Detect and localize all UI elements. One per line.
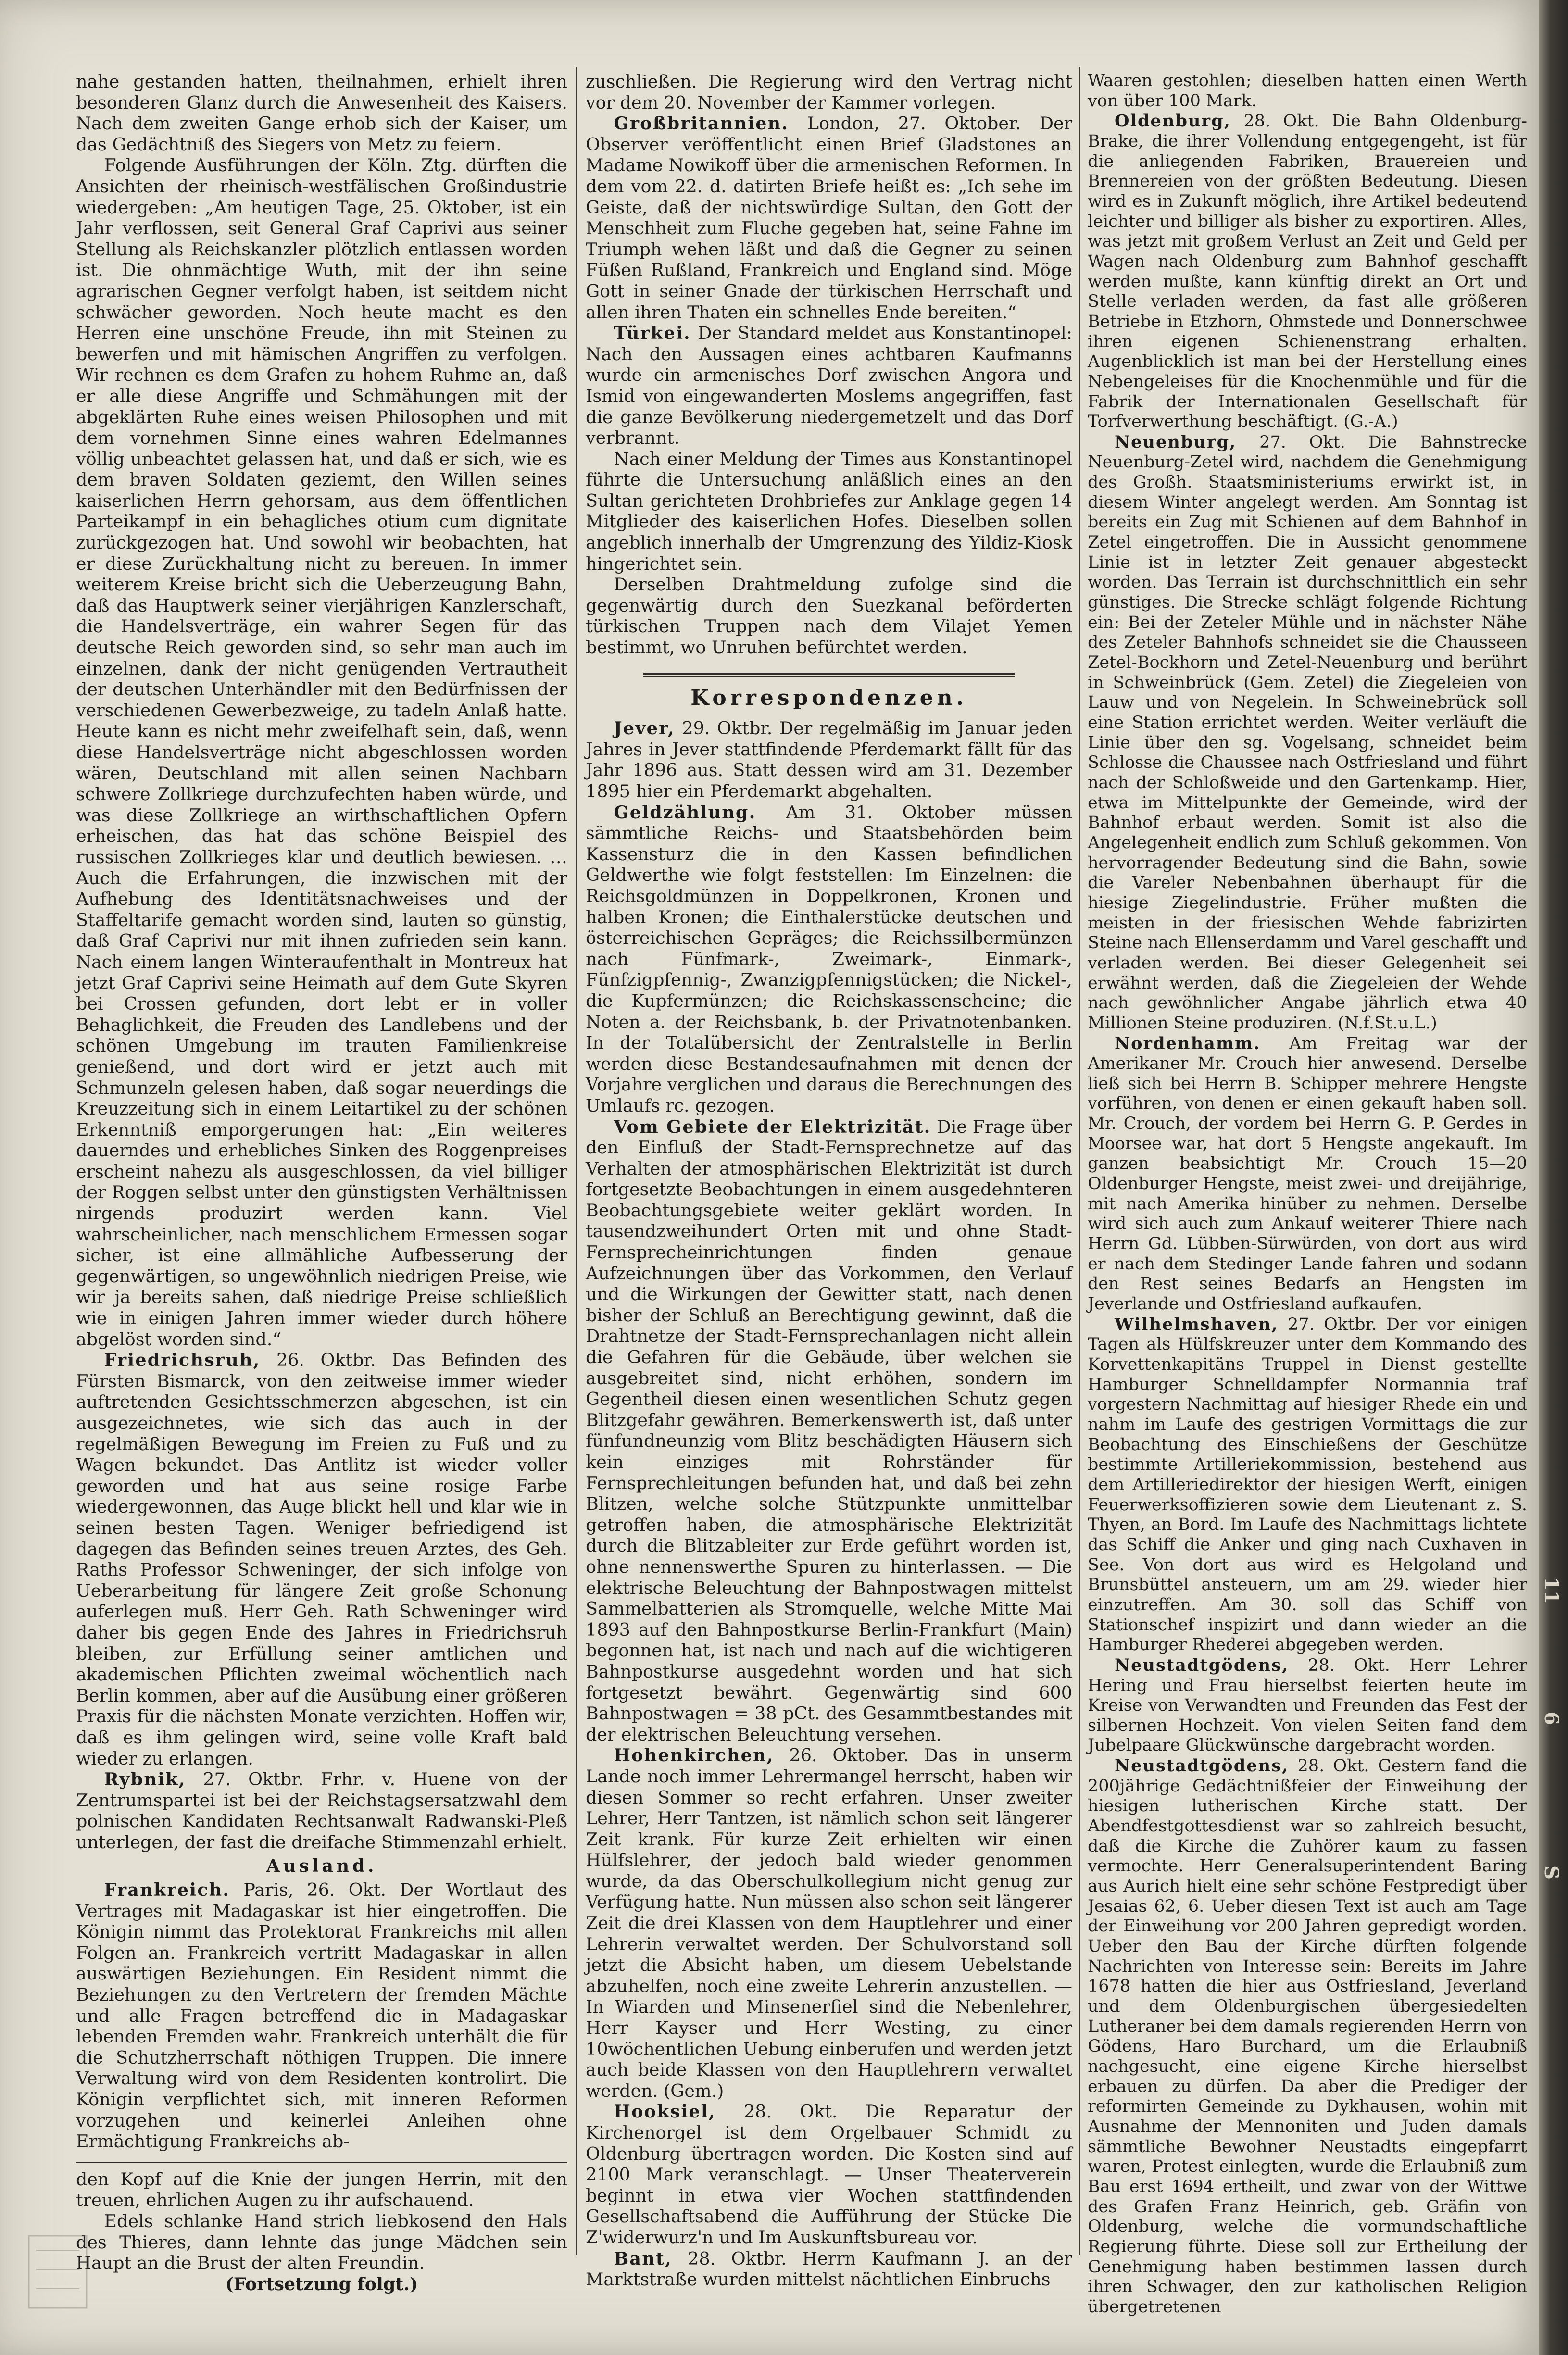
news-item [586,2248,1072,2290]
dateline: Bant, [614,2248,672,2269]
news-item [1088,1756,1527,2317]
dateline: Neuenburg, [1115,432,1237,452]
news-item [1088,111,1527,432]
section-heading: Ausland. [266,1855,377,1877]
news-item [76,1350,567,1769]
dateline: Geldzählung. [614,802,756,823]
article-text: 28. Okt. Die Bahn Oldenburg-Brake, die ihrer Vollendung entgegengeht, ist für die anliegenden Fabriken, Brauereien und Brennereien von der größten Bedeutung. Diesen wird es in Zukunft möglich, ihre Artikel bedeutend leichter und billiger als bisher zu exportiren. Alles, was jetzt mit großem Verlust an Zeit und Geld per Wagen nach Oldenburg zum Bahnhof geschafft werden mußte, kann künftig direkt an Ort und Stelle verladen werden, da fast alle größeren Betriebe in Etzhorn, Ohmstede und Donnerschwee ihren eigenen Schienenstrang erhalten. Augenblicklich ist man bei der Herstellung eines Nebengeleises für die Knochenmühle und für die Fabrik der Internationalen Gesellschaft für Torfverwerthung beschäftigt. (G.-A.) [1088,112,1527,432]
section-heading: Korrespondenzen. [690,685,967,710]
news-item [586,802,1072,1116]
column-rule [576,67,577,2255]
feuilleton-text: Edels schlanke Hand strich liebkosend den Hals des Thieres, dann lehnte das junge Mädchen sein Haupt an die Brust der alten Freundin. [76,2210,567,2274]
news-item [1088,1315,1527,1655]
dateline: Großbritannien. [614,113,789,134]
article-text: zuschließen. Die Regierung wird den Vertrag nicht vor dem 20. November der Kammer vorlegen. [586,71,1072,113]
news-item [586,718,1072,802]
dateline: Rybnik, [104,1769,186,1790]
continuation-note: (Fortsetzung folgt.) [225,2273,418,2294]
article-text: 28. Okt. Die Reparatur der Kirchenorgel ist dem Orgelbauer Schmidt zu Oldenburg übertragen worden. Die Kosten sind auf 2100 Mark veranschlagt. — Unser Theaterverein beginnt in etwa vier Wochen stattfindenden Gesellschaftsabend die Aufführung der Stücke Die Z'widerwurz'n und Im Auskunftsbureau vor. [586,2101,1072,2248]
edge-fragment: 11 [1540,1577,1563,1604]
feuilleton-divider [76,2162,567,2163]
article-text: Die Frage über den Einfluß der Stadt-Fernsprechnetze auf das Verhalten der atmosphärischen Elektrizität ist durch fortgesetzte Beobachtungen in einem ausgedehnteren Beobachtungsgebiete weiter geklärt worden. In tausendzweihundert Orten mit und ohne Stadt-Fernsprecheinrichtungen finden genaue Aufzeichnungen über das Vorkommen, den Verlauf und die Wirkungen der Gewitter statt, nach denen bisher der Schluß an Berechtigung gewinnt, daß die Drahtnetze der Stadt-Fernsprechanlagen nicht allein die Gefahren für die Gebäude, über welchen sie ausgebreitet sind, nicht erhöhen, sondern im Gegentheil diesen einen wesentlichen Schutz gegen Blitzgefahr gewähren. Bemerkenswerth ist, daß unter fünfundneunzig vom Blitz beschädigten Häusern sich kein einziges mit Rohrständer für Fernsprechleitungen befunden hat, und daß bei zehn Blitzen, welche solche Stützpunkte unmittelbar getroffen haben, die atmosphärische Elektrizität durch die Blitzableiter zur Erde geführt worden ist, ohne nennenswerthe Spuren zu hinterlassen. — Die elektrische Beleuchtung der Bahnpostwagen mittelst Sammelbatterien als Stromquelle, welche Mitte Mai 1893 auf den Bahnpostkurse Berlin-Frankfurt (Main) begonnen hat, ist nach und nach auf die wichtigeren Bahnpostkurse ausgedehnt worden und hat sich fortgesetzt bewährt. Gegenwärtig sind 600 Bahnpostwagen = 38 pCt. des Gesammtbestandes mit der elektrischen Beleuchtung versehen. [586,1116,1072,1745]
news-item [586,1745,1072,2101]
article-text: Am Freitag war der Amerikaner Mr. Crouch hier anwesend. Derselbe ließ sich bei Herrn B. Schipper mehrere Hengste vorführen, von denen er einen gekauft haben soll. Mr. Crouch, der vordem bei Herrn G. P. Gerdes in Moorsee war, hat dort 5 Hengste angekauft. Im ganzen beabsichtigt Mr. Crouch 15—20 Oldenburger Hengste, meist zwei- und dreijährige, mit nach Amerika hinüber zu nehmen. Derselbe wird sich auch zum Ankauf weiterer Thiere nach Herrn Gd. Lübben-Sürwürden, von dort aus wird er nach dem Stedinger Lande fahren und sodann den Rest seines Bedarfs an Hengsten im Jeverlande und Ostfriesland aufkaufen. [1088,1034,1527,1314]
dateline: Hohenkirchen, [614,1745,774,1766]
article-text: 27. Okt. Die Bahnstrecke Neuenburg-Zetel wird, nachdem die Genehmigung des Großh. Staatsministeriums erwirkt ist, in diesem Winter angelegt werden. Am Sonntag ist bereits ein Zug mit Schienen auf dem Bahnhof in Zetel eingetroffen. Die in Aussicht genommene Linie ist in letzter Zeit genauer abgesteckt worden. Das Terrain ist durchschnittlich ein sehr günstiges. Die Strecke schlägt folgende Richtung ein: Bei der Zeteler Mühle und in nächster Nähe des Zeteler Bahnhofs schneidet sie die Chausseen Zetel-Bockhorn und Zetel-Neuenburg und berührt in Schweinbrück (Gem. Zetel) die Ziegeleien von Lauw und von Negelein. In Schweinebrück soll eine Station errichtet werden. Weiter verläuft die Linie über den sg. Vogelsang, schneidet beim Schlosse die Chaussee nach Ostfriesland und führt nach der Schloßweide und den Gartenkamp. Hier, etwa im Mittelpunkte der Gemeinde, wird der Bahnhof erbaut werden. Somit ist also die Angelegenheit endlich zum Schluß gekommen. Von hervorragender Bedeutung sind die Bahn, sowie die Vareler Nebenbahnen überhaupt für die hiesige Ziegelindustrie. Früher mußten die meisten in der friesischen Wehde fabrizirten Steine nach Ellenserdamm und Varel geschafft und verladen werden. Bei dieser Gelegenheit sei erwähnt werden, daß die Ziegeleien der Wehde nach gewöhnlicher Angabe jährlich etwa 40 Millionen Steine produziren. (N.f.St.u.L.) [1088,432,1527,1033]
article-text: 27. Oktbr. Der vor einigen Tagen als Hülfskreuzer unter dem Kommando des Korvettenkapitäns Truppel in Dienst gestellte Hamburger Schnelldampfer Normannia traf vorgestern Nachmittag auf hiesiger Rhede ein und nahm im Laufe des gestrigen Vormittags die zur Beobachtung des Einschießens der Geschütze bestimmte Artilleriekommission, bestehend aus dem Artilleriedirektor der hiesigen Werft, einigen Feuerwerksoffizieren sowie dem Lieutenant z. S. Thyen, an Bord. Im Laufe des Nachmittags lichtete das Schiff die Anker und ging nach Cuxhaven in See. Von dort aus wird es Helgoland und Brunsbüttel ansteuern, um am 29. wieder hier einzutreffen. Am 30. soll das Schiff von Stationschef inspizirt und dann wieder an die Hamburger Rhederei abgegeben werden. [1088,1315,1527,1655]
news-item [76,1879,567,2152]
news-item [586,113,1072,323]
dateline: Friedrichsruh, [104,1350,261,1371]
column-1 [76,71,567,2294]
news-item [586,323,1072,449]
article-text: 26. Oktbr. Das Befinden des Fürsten Bismarck, von den zeitweise immer wieder auftretenden Gesichtsschmerzen abgesehen, ist ein ausgezeichnetes, wie sich das auch in der regelmäßigen Bewegung im Freien zu Fuß und zu Wagen bekundet. Das Antlitz ist wieder voller geworden und hat aus seine rosige Farbe wiedergewonnen, das Auge blickt hell und klar wie in seinen besten Tagen. Weniger befriedigend ist dagegen das Befinden seines treuen Arztes, des Geh. Raths Professor Schweninger, der sich infolge von Ueberarbeitung für längere Zeit große Schonung auferlegen muß. Herr Geh. Rath Schweninger wird daher bis gegen Ende des Jahres in Friedrichsruh bleiben, zur Erfüllung seiner amtlichen und akademischen Pflichten zweimal wöchentlich nach Berlin kommen, aber auf die Ausübung einer größeren Praxis für die nächsten Monate verzichten. Hoffen wir, daß es ihm gelingen wird, seine volle Kraft bald wieder zu erlangen. [76,1350,567,1769]
article-text: London, 27. Oktober. Der Observer veröffentlicht einen Brief Gladstones an Madame Nowikoff über die armenischen Reformen. In dem vom 22. d. datirten Briefe heißt es: „Ich sehe im Geiste, daß der nichtswürdige Sultan, den Gott der Menschheit zum Fluche gegeben hat, seine Fahne im Triumph wehen läßt und daß die Gegner zu seinen Füßen Rußland, Frankreich und England sind. Möge Gott in seiner Gnade der türkischen Herrschaft und allen ihren Thaten ein schnelles Ende bereiten.“ [586,113,1073,323]
library-stamp-icon [24,2231,91,2313]
news-item [1088,432,1527,1034]
article-text: Derselben Drahtmeldung zufolge sind die gegenwärtig durch den Suezkanal beförderten türkischen Truppen nach dem Vilajet Yemen bestimmt, wo Unruhen befürchtet werden. [586,574,1072,658]
article-text: Am 31. Oktober müssen sämmtliche Reichs- und Staatsbehörden beim Kassensturz die in den Kassen befindlichen Geldwerthe wie folgt feststellen: Im Einzelnen: die Reichsgoldmünzen in Doppelkronen, Kronen und halben Kronen; die Einthalerstücke deutschen und österreichischen Gepräges; die Reichssilbermünzen nach Fünfmark-, Zweimark-, Einmark-, Fünfzigpfennig-, Zwanzigpfennigstücken; die Nickel-, die Kupfermünzen; die Reichskassenscheine; die Noten a. der Reichsbank, b. der Privatnotenbanken. In der Totalübersicht der Zentralstelle in Berlin werden diese Bestandesaufnahmen mit denen der Vorjahre verglichen und daraus die Berechnungen des Umlaufs rc. gezogen. [586,802,1072,1116]
column-3 [1088,71,1527,2317]
article-text: Der Standard meldet aus Konstantinopel: Nach den Aussagen eines achtbaren Kaufmanns wurde ein armenisches Dorf zwischen Angora und Ismid von eingewanderten Moslems angegriffen, fast die ganze Bevölkerung niedergemetzelt und das Dorf verbrannt. [586,323,1072,449]
edge-fragment: 6 [1540,1712,1563,1725]
column-2 [586,71,1072,2290]
feuilleton-text: den Kopf auf die Knie der jungen Herrin, mit den treuen, ehrlichen Augen zu ihr aufschauend. [76,2168,567,2211]
article-text: Nach einer Meldung der Times aus Konstantinopel führte die Untersuchung anläßlich eines an den Sultan gerichteten Drohbriefes zur Anklage gegen 14 Mitglieder des kaiserlichen Hofes. Dieselben sollen angeblich innerhalb der Umgrenzung des Yildiz-Kiosk hingerichtet sein. [586,448,1072,574]
article-text: 28. Okt. Herr Lehrer Hering und Frau hierselbst feierten heute im Kreise von Verwandten und Freunden das Fest der silbernen Hochzeit. Von vielen Seiten fand dem Jubelpaare Glückwünsche dargebracht worden. [1088,1655,1527,1755]
article-text: Waaren gestohlen; dieselben hatten einen Werth von über 100 Mark. [1088,71,1527,111]
column-rule [1079,67,1080,2255]
news-item [586,1116,1072,1745]
dateline: Türkei. [614,323,691,344]
dateline: Vom Gebiete der Elektrizität. [614,1116,931,1137]
dateline: Hooksiel, [614,2101,716,2122]
article-text: 26. Oktober. Das in unserm Lande noch immer Lehrermangel herrscht, haben wir diesen Sommer so recht erfahren. Unser zweiter Lehrer, Herr Tantzen, ist nämlich schon seit längerer Zeit krank. Für kurze Zeit erhielten wir einen Hülfslehrer, der jedoch bald wieder genommen wurde, da das Oberschulkollegium nicht genug zur Verfügung hatte. Nun müssen also schon seit längerer Zeit die drei Klassen von dem Hauptlehrer und einer Lehrerin verwaltet werden. Der Schulvorstand soll jetzt die Absicht haben, um diesem Uebelstande abzuhelfen, noch eine zweite Lehrerin anzustellen. — In Wiarden und Minsenerfiel sind die Nebenlehrer, Herr Kayser und Herr Westing, zu einer 10wöchentlichen Uebung einberufen und werden jetzt auch beide Klassen von den Hauptlehrern verwaltet werden. (Gem.) [586,1745,1072,2101]
article-text: Paris, 26. Okt. Der Wortlaut des Vertrages mit Madagaskar ist hier eingetroffen. Die Königin nimmt das Protektorat Frankreichs mit allen Folgen an. Frankreich vertritt Madagaskar in allen auswärtigen Beziehungen. Ein Resident nimmt die Beziehungen zu den Vertretern der fremden Mächte und alle Fragen betreffend die in Madagaskar lebenden Fremden wahr. Frankreich unterhält die für die Schutzherrschaft nöthigen Truppen. Die innere Verwaltung wird von dem Residenten kontrolirt. Die Königin verpflichtet sich, mit inneren Reformen vorzugehen und keinerlei Anleihen ohne Ermächtigung Frankreichs ab- [76,1879,567,2152]
adjacent-page-edge [1539,0,1568,2355]
article-text: 29. Oktbr. Der regelmäßig im Januar jeden Jahres in Jever stattfindende Pferdemarkt fällt für das Jahr 1896 aus. Statt dessen wird am 31. Dezember 1895 hier ein Pferdemarkt abgehalten. [586,718,1072,802]
dateline: Jever, [614,718,675,739]
dateline: Oldenburg, [1115,111,1231,131]
news-item [76,1769,567,1853]
edge-fragment: S [1540,1866,1563,1879]
article-text: 28. Okt. Gestern fand die 200jährige Gedächtnißfeier der Einweihung der hiesigen lutherischen Kirche statt. Der Abendfestgottesdienst war so zahlreich besucht, daß die Kirche die Zuhörer kaum zu fassen vermochte. Herr Generalsuperintendent Baring aus Aurich hielt eine sehr schöne Festpredigt über Jesaias 62, 6. Ueber diesen Text ist auch am Tage der Einweihung vor 200 Jahren gepredigt worden. Ueber den Bau der Kirche dürften folgende Nachrichten von Interesse sein: Bereits im Jahre 1678 hatten die hier aus Ostfriesland, Jeverland und dem Oldenburgischen übergesiedelten Lutheraner bei dem damals regierenden Herrn von Gödens, Haro Burchard, um die Erlaubniß nachgesucht, eine eigene Kirche hierselbst erbauen zu dürfen. Da aber die Prediger der reformirten Gemeinde zu Dykhausen, wohin mit Ausnahme der Mennoniten und Juden damals sämmtliche Bewohner Neustadts eingepfarrt waren, Protest einlegten, wurde die Erlaubniß zum Bau erst 1694 ertheilt, und zwar von der Wittwe des Grafen Franz Heinrich, geb. Gräfin von Oldenburg, welche die vormundschaftliche Regierung führte. Diese soll zur Ertheilung der Genehmigung haben bestimmen lassen durch ihren Schwager, den zur katholischen Religion übergetretenen [1088,1756,1527,2317]
dateline: Neustadtgödens, [1115,1756,1289,1776]
section-divider [643,673,1015,677]
dateline: Neustadtgödens, [1115,1655,1289,1675]
article-text: 28. Oktbr. Herrn Kaufmann J. an der Marktstraße wurden mittelst nächtlichen Einbruchs [586,2248,1072,2290]
article-text: nahe gestanden hatten, theilnahmen, erhielt ihren besonderen Glanz durch die Anwesenheit des Kaisers. Nach dem zweiten Gange erhob sich der Kaiser, um das Gedächtniß des Siegers von Metz zu feiern. [76,71,567,155]
dateline: Nordenhamm. [1115,1033,1261,1053]
news-item [1088,1034,1527,1315]
article-text: Folgende Ausführungen der Köln. Ztg. dürften die Ansichten der rheinisch-westfälischen Großindustrie wiedergeben: „Am heutigen Tage, 25. Oktober, ist ein Jahr verflossen, seit General Graf Caprivi aus seiner Stellung als Reichskanzler plötzlich entlassen worden ist. Die ohnmächtige Wuth, mit der ihn seine agrarischen Gegner verfolgt haben, ist seitdem nicht schwächer geworden. Noch heute macht es den Herren eine unschöne Freude, ihn mit Steinen zu bewerfen und mit hämischen Angriffen zu verfolgen. Wir rechnen es dem Grafen zu hohem Ruhme an, daß er alle diese Angriffe und Schmähungen mit der abgeklärten Ruhe eines weisen Philosophen und mit dem vornehmen Sinne eines wahren Edelmannes völlig unbeachtet gelassen hat, und daß er sich, wie es dem braven Soldaten geziemt, den Willen seines kaiserlichen Herrn gehorsam, aus dem öffentlichen Parteikampf in ein behagliches otium cum dignitate zurückgezogen hat. Und sowohl wir beobachten, hat er diese Zurückhaltung nicht zu bereuen. In immer weiterem Kreise bricht sich die Ueberzeugung Bahn, daß das Hauptwerk seiner vierjährigen Kanzlerschaft, die Handelsverträge, ein wahrer Segen für das deutsche Reich geworden sind, so sehr man auch im einzelnen, dank der nicht genügenden Vertrautheit der deutschen Unterhändler mit den Bedürfnissen der verschiedenen Gewerbezweige, zu tadeln Anlaß hatte. Heute kann es nicht mehr zweifelhaft sein, daß, wenn diese Handelsverträge nicht abgeschlossen worden wären, Deutschland mit allen seinen Nachbarn schwere Zollkriege durchzufechten haben würde, und was diese Zollkriege an wirthschaftlichen Opfern erheischen, das hat das schöne Beispiel des russischen Zollkrieges klar und deutlich bewiesen. … Auch die Erfahrungen, die inzwischen mit der Aufhebung des Identitätsnachweises und der Staffeltarife gemacht worden sind, lauten so günstig, daß Graf Caprivi nur mit ihnen zufrieden sein kann. Nach einem langen Winteraufenthalt in Montreux hat jetzt Graf Caprivi seine Heimath auf dem Gute Skyren bei Crossen gefunden, dort lebt er in voller Behaglichkeit, die Freuden des Landlebens und der schönen Umgebung im trauten Familienkreise genießend, und dort wird er jetzt auch mit Schmunzeln gelesen haben, daß sogar neuerdings die Kreuzzeitung sich in einem Leitartikel zu der schönen Erkenntniß emporgerungen hat: „Ein weiteres dauerndes und erhebliches Sinken des Roggenpreises erscheint nahezu als ausgeschlossen, da viel billiger der Roggen selbst unter den günstigsten Verhältnissen nirgends produzirt werden kann. Viel wahrscheinlicher, nach menschlichem Ermessen sogar sicher, ist eine allmähliche Aufbesserung der gegenwärtigen, so ungewöhnlich niedrigen Preise, wie wir ja bereits sahen, daß niedrige Preise schließlich wie in einigen Jahren immer wieder durch höhere abgelöst worden sind.“ [76,155,567,1350]
dateline: Wilhelmshaven, [1115,1314,1279,1334]
news-item [586,2101,1072,2248]
article-text: 27. Oktbr. Frhr. v. Huene von der Zentrumspartei ist bei der Reichstagsersatzwahl dem polnischen Kandidaten Rechtsanwalt Radwanski-Pleß unterlegen, der fast die dreifache Stimmenzahl erhielt. [76,1769,567,1853]
news-item [1088,1655,1527,1756]
dateline: Frankreich. [104,1879,230,1901]
